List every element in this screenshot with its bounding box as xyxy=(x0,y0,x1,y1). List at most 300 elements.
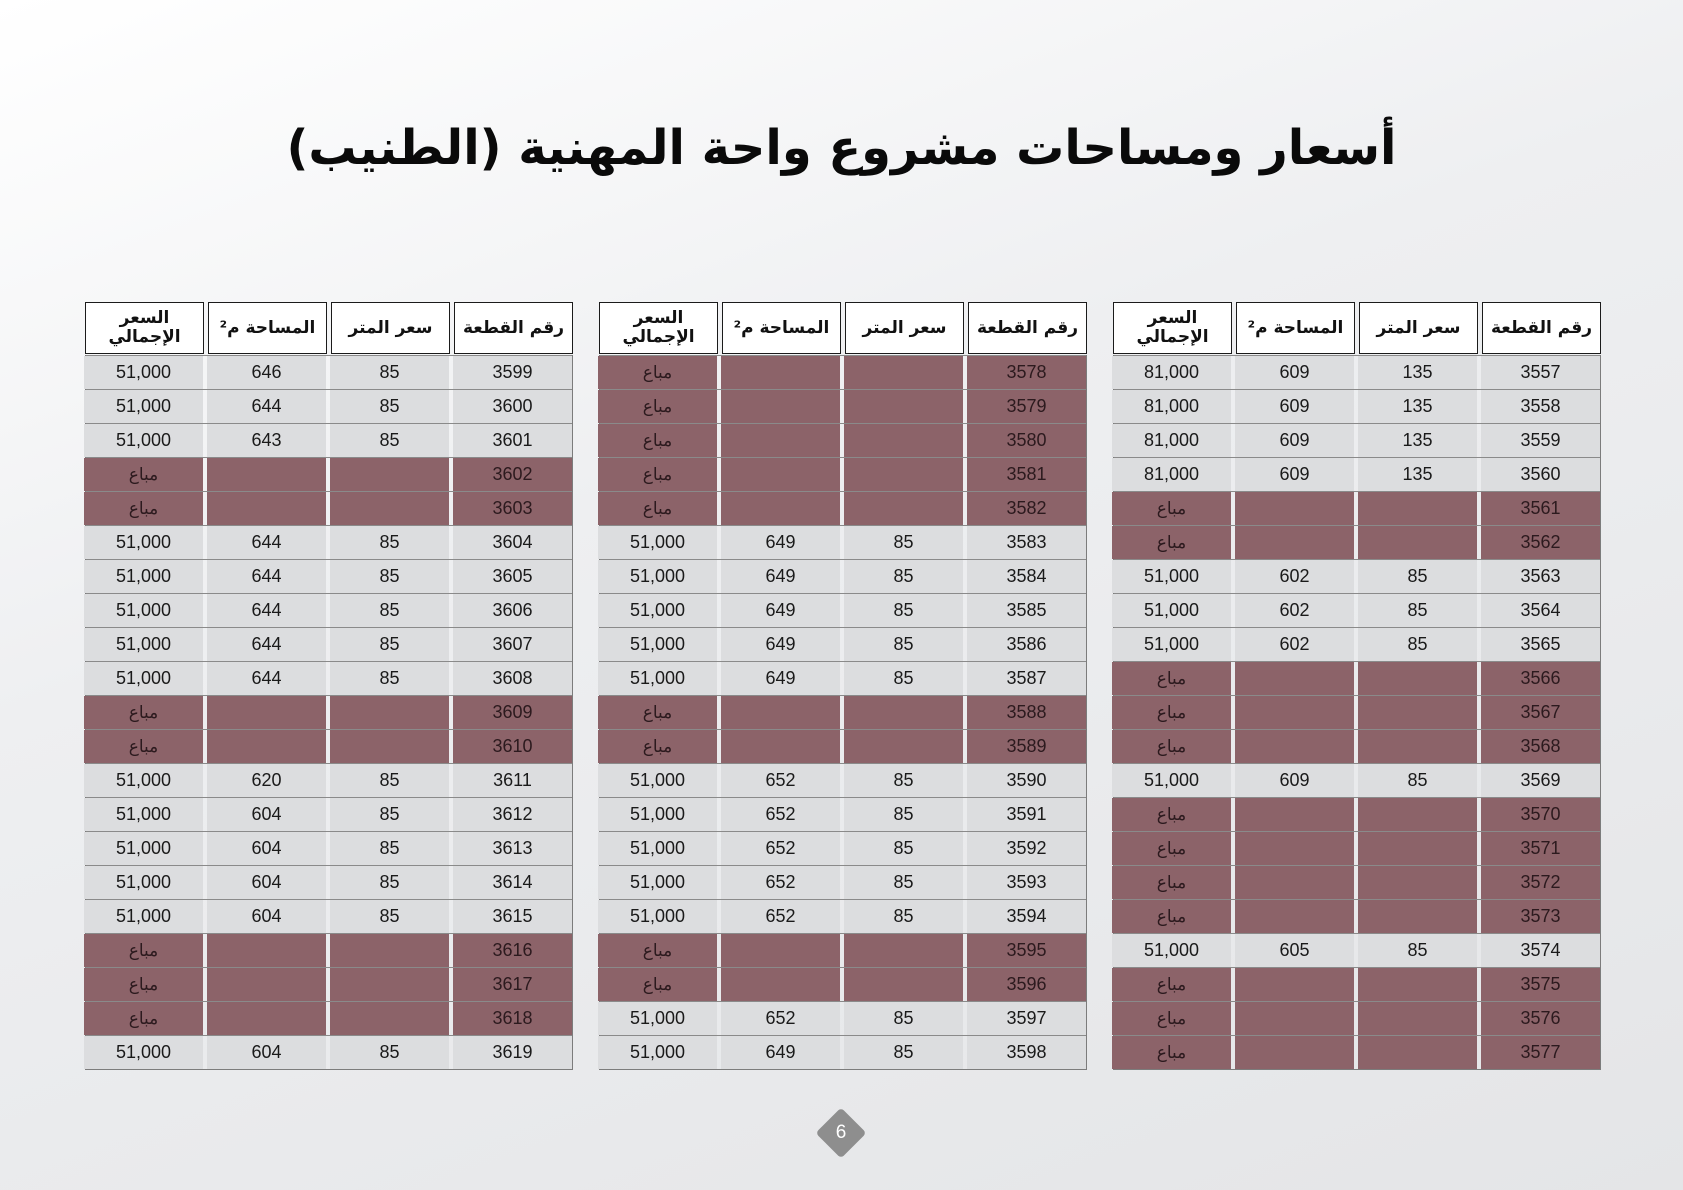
table-row-sold xyxy=(1114,797,1600,831)
cell-meter-price xyxy=(330,492,449,525)
cell-meter-price: 85 xyxy=(330,764,449,797)
table-row-sold xyxy=(1114,729,1600,763)
cell-meter-price: 85 xyxy=(844,526,963,559)
cell-meter-price: 135 xyxy=(1358,424,1477,457)
cell-plot-number: 3582 xyxy=(967,492,1086,525)
table-row xyxy=(86,559,572,593)
table-body xyxy=(85,355,573,1070)
cell-area: 609 xyxy=(1235,356,1354,389)
cell-area: 644 xyxy=(207,628,326,661)
cell-area: 609 xyxy=(1235,458,1354,491)
price-table-left xyxy=(85,302,573,1070)
table-row-sold xyxy=(1114,661,1600,695)
cell-plot-number: 3564 xyxy=(1481,594,1600,627)
table-row xyxy=(86,865,572,899)
table-body xyxy=(1113,355,1601,1070)
table-row xyxy=(86,389,572,423)
table-row-sold xyxy=(600,695,1086,729)
cell-meter-price: 85 xyxy=(330,628,449,661)
cell-area xyxy=(721,390,840,423)
cell-sold-status: مباع xyxy=(84,492,203,525)
cell-meter-price xyxy=(330,1002,449,1035)
cell-area: 644 xyxy=(207,560,326,593)
cell-plot-number: 3562 xyxy=(1481,526,1600,559)
table-row-sold xyxy=(86,933,572,967)
cell-area: 652 xyxy=(721,832,840,865)
table-row xyxy=(1114,933,1600,967)
table-row xyxy=(1114,593,1600,627)
cell-meter-price xyxy=(844,492,963,525)
cell-meter-price: 85 xyxy=(1358,628,1477,661)
cell-sold-status: مباع xyxy=(598,730,717,763)
cell-sold-status: مباع xyxy=(1112,1036,1231,1069)
cell-plot-number: 3586 xyxy=(967,628,1086,661)
cell-total-price: 51,000 xyxy=(84,356,203,389)
header-total-line1: السعر xyxy=(1147,308,1198,329)
cell-plot-number: 3604 xyxy=(453,526,572,559)
cell-total-price: 51,000 xyxy=(598,798,717,831)
cell-total-price: 51,000 xyxy=(598,594,717,627)
table-row xyxy=(86,423,572,457)
table-row-sold xyxy=(600,457,1086,491)
table-row xyxy=(86,831,572,865)
cell-meter-price: 85 xyxy=(844,560,963,593)
cell-area: 604 xyxy=(207,1036,326,1069)
cell-total-price: 51,000 xyxy=(84,900,203,933)
cell-meter-price: 85 xyxy=(330,1036,449,1069)
cell-total-price: 81,000 xyxy=(1112,424,1231,457)
cell-area: 643 xyxy=(207,424,326,457)
cell-plot-number: 3565 xyxy=(1481,628,1600,661)
cell-plot-number: 3602 xyxy=(453,458,572,491)
table-row xyxy=(86,525,572,559)
cell-total-price: 51,000 xyxy=(598,832,717,865)
cell-area xyxy=(207,968,326,1001)
cell-total-price: 51,000 xyxy=(1112,628,1231,661)
cell-meter-price xyxy=(330,458,449,491)
table-row-sold xyxy=(86,1001,572,1035)
cell-area xyxy=(1235,730,1354,763)
cell-total-price: 51,000 xyxy=(1112,764,1231,797)
cell-meter-price xyxy=(330,696,449,729)
cell-plot-number: 3569 xyxy=(1481,764,1600,797)
cell-total-price: 51,000 xyxy=(598,526,717,559)
cell-meter-price: 85 xyxy=(844,798,963,831)
cell-total-price: 51,000 xyxy=(598,662,717,695)
cell-area xyxy=(721,696,840,729)
cell-total-price: 51,000 xyxy=(1112,560,1231,593)
cell-meter-price xyxy=(1358,1002,1477,1035)
cell-plot-number: 3596 xyxy=(967,968,1086,1001)
cell-total-price: 51,000 xyxy=(598,900,717,933)
table-row xyxy=(1114,763,1600,797)
cell-meter-price xyxy=(1358,696,1477,729)
cell-area: 644 xyxy=(207,390,326,423)
cell-plot-number: 3578 xyxy=(967,356,1086,389)
table-row-sold xyxy=(1114,967,1600,1001)
cell-area: 604 xyxy=(207,832,326,865)
cell-area: 604 xyxy=(207,900,326,933)
table-row xyxy=(600,559,1086,593)
cell-area: 644 xyxy=(207,526,326,559)
table-row-sold xyxy=(1114,831,1600,865)
cell-area xyxy=(207,696,326,729)
cell-plot-number: 3610 xyxy=(453,730,572,763)
table-row-sold xyxy=(1114,525,1600,559)
table-row xyxy=(1114,559,1600,593)
header-total-price xyxy=(599,302,718,354)
cell-sold-status: مباع xyxy=(1112,832,1231,865)
cell-plot-number: 3593 xyxy=(967,866,1086,899)
cell-total-price: 51,000 xyxy=(84,560,203,593)
cell-meter-price: 85 xyxy=(844,832,963,865)
cell-plot-number: 3601 xyxy=(453,424,572,457)
cell-meter-price: 85 xyxy=(330,798,449,831)
table-row-sold xyxy=(600,933,1086,967)
cell-meter-price: 85 xyxy=(844,594,963,627)
cell-area xyxy=(1235,1002,1354,1035)
header-meter-price: سعر المتر xyxy=(845,302,964,354)
cell-meter-price xyxy=(844,356,963,389)
cell-meter-price xyxy=(1358,1036,1477,1069)
cell-plot-number: 3595 xyxy=(967,934,1086,967)
cell-plot-number: 3611 xyxy=(453,764,572,797)
cell-meter-price: 85 xyxy=(330,662,449,695)
header-total-line2: الإجمالي xyxy=(108,327,181,347)
cell-total-price: 51,000 xyxy=(598,628,717,661)
header-total-line2: الإجمالي xyxy=(1136,327,1209,347)
table-row xyxy=(600,627,1086,661)
cell-plot-number: 3563 xyxy=(1481,560,1600,593)
cell-area: 602 xyxy=(1235,560,1354,593)
cell-area xyxy=(1235,968,1354,1001)
cell-plot-number: 3575 xyxy=(1481,968,1600,1001)
cell-area: 609 xyxy=(1235,424,1354,457)
table-row xyxy=(86,355,572,389)
cell-meter-price: 85 xyxy=(844,628,963,661)
table-row-sold xyxy=(1114,899,1600,933)
cell-meter-price: 85 xyxy=(330,866,449,899)
cell-sold-status: مباع xyxy=(1112,968,1231,1001)
cell-meter-price: 85 xyxy=(330,390,449,423)
cell-total-price: 51,000 xyxy=(598,764,717,797)
table-row xyxy=(86,1035,572,1069)
cell-total-price: 51,000 xyxy=(598,1036,717,1069)
header-meter-price: سعر المتر xyxy=(331,302,450,354)
cell-plot-number: 3598 xyxy=(967,1036,1086,1069)
cell-area xyxy=(1235,1036,1354,1069)
table-row xyxy=(600,865,1086,899)
cell-area: 620 xyxy=(207,764,326,797)
cell-sold-status: مباع xyxy=(1112,492,1231,525)
cell-meter-price: 85 xyxy=(330,526,449,559)
cell-plot-number: 3590 xyxy=(967,764,1086,797)
cell-sold-status: مباع xyxy=(1112,526,1231,559)
cell-total-price: 51,000 xyxy=(84,424,203,457)
cell-meter-price xyxy=(844,424,963,457)
cell-area: 649 xyxy=(721,526,840,559)
cell-meter-price xyxy=(330,730,449,763)
cell-plot-number: 3605 xyxy=(453,560,572,593)
cell-area: 652 xyxy=(721,798,840,831)
cell-meter-price xyxy=(1358,968,1477,1001)
cell-meter-price: 85 xyxy=(844,662,963,695)
header-total-price xyxy=(85,302,204,354)
cell-area: 602 xyxy=(1235,628,1354,661)
cell-meter-price: 85 xyxy=(330,832,449,865)
cell-meter-price xyxy=(1358,662,1477,695)
table-body xyxy=(599,355,1087,1070)
cell-sold-status: مباع xyxy=(84,458,203,491)
cell-area: 652 xyxy=(721,1002,840,1035)
cell-area: 602 xyxy=(1235,594,1354,627)
cell-total-price: 51,000 xyxy=(84,798,203,831)
price-table-middle xyxy=(599,302,1087,1070)
header-total-line2: الإجمالي xyxy=(622,327,695,347)
cell-sold-status: مباع xyxy=(598,696,717,729)
cell-meter-price: 135 xyxy=(1358,356,1477,389)
cell-plot-number: 3597 xyxy=(967,1002,1086,1035)
table-row xyxy=(1114,423,1600,457)
cell-meter-price xyxy=(844,458,963,491)
header-plot-number: رقم القطعة xyxy=(968,302,1087,354)
cell-plot-number: 3592 xyxy=(967,832,1086,865)
cell-plot-number: 3558 xyxy=(1481,390,1600,423)
cell-meter-price: 85 xyxy=(330,900,449,933)
cell-area: 605 xyxy=(1235,934,1354,967)
cell-sold-status: مباع xyxy=(1112,900,1231,933)
cell-area: 644 xyxy=(207,594,326,627)
cell-plot-number: 3568 xyxy=(1481,730,1600,763)
cell-total-price: 51,000 xyxy=(598,866,717,899)
cell-area: 652 xyxy=(721,866,840,899)
cell-sold-status: مباع xyxy=(1112,798,1231,831)
cell-area xyxy=(207,934,326,967)
cell-area: 649 xyxy=(721,594,840,627)
table-row xyxy=(86,661,572,695)
cell-meter-price xyxy=(1358,900,1477,933)
cell-plot-number: 3570 xyxy=(1481,798,1600,831)
cell-plot-number: 3589 xyxy=(967,730,1086,763)
table-row-sold xyxy=(600,967,1086,1001)
cell-area xyxy=(1235,866,1354,899)
table-row-sold xyxy=(1114,695,1600,729)
cell-total-price: 81,000 xyxy=(1112,458,1231,491)
cell-sold-status: مباع xyxy=(84,968,203,1001)
table-header xyxy=(1113,302,1601,354)
cell-area xyxy=(1235,526,1354,559)
table-row xyxy=(1114,355,1600,389)
cell-meter-price: 85 xyxy=(844,900,963,933)
cell-total-price: 51,000 xyxy=(84,390,203,423)
table-row-sold xyxy=(600,423,1086,457)
cell-meter-price xyxy=(330,968,449,1001)
cell-meter-price: 85 xyxy=(1358,594,1477,627)
table-row-sold xyxy=(86,967,572,1001)
cell-area xyxy=(721,492,840,525)
cell-sold-status: مباع xyxy=(1112,1002,1231,1035)
cell-plot-number: 3594 xyxy=(967,900,1086,933)
header-total-line1: السعر xyxy=(119,308,170,329)
cell-area: 644 xyxy=(207,662,326,695)
cell-area xyxy=(207,730,326,763)
cell-plot-number: 3576 xyxy=(1481,1002,1600,1035)
cell-area: 646 xyxy=(207,356,326,389)
table-row xyxy=(600,661,1086,695)
cell-plot-number: 3560 xyxy=(1481,458,1600,491)
table-row-sold xyxy=(1114,1035,1600,1069)
cell-total-price: 81,000 xyxy=(1112,390,1231,423)
cell-meter-price: 85 xyxy=(330,424,449,457)
table-row xyxy=(86,797,572,831)
table-row xyxy=(600,593,1086,627)
cell-meter-price: 85 xyxy=(330,594,449,627)
header-total-line1: السعر xyxy=(633,308,684,329)
cell-total-price: 51,000 xyxy=(84,1036,203,1069)
cell-meter-price xyxy=(1358,526,1477,559)
cell-total-price: 51,000 xyxy=(1112,594,1231,627)
cell-area xyxy=(1235,492,1354,525)
cell-sold-status: مباع xyxy=(598,934,717,967)
cell-plot-number: 3600 xyxy=(453,390,572,423)
table-row xyxy=(600,797,1086,831)
header-meter-price: سعر المتر xyxy=(1359,302,1478,354)
table-row xyxy=(600,899,1086,933)
cell-area xyxy=(1235,832,1354,865)
header-area: المساحة م² xyxy=(208,302,327,354)
cell-plot-number: 3616 xyxy=(453,934,572,967)
header-area: المساحة م² xyxy=(722,302,841,354)
cell-plot-number: 3571 xyxy=(1481,832,1600,865)
cell-sold-status: مباع xyxy=(598,492,717,525)
table-row-sold xyxy=(1114,1001,1600,1035)
cell-plot-number: 3588 xyxy=(967,696,1086,729)
cell-plot-number: 3614 xyxy=(453,866,572,899)
cell-plot-number: 3573 xyxy=(1481,900,1600,933)
table-row-sold xyxy=(86,457,572,491)
cell-plot-number: 3618 xyxy=(453,1002,572,1035)
cell-area: 652 xyxy=(721,900,840,933)
cell-plot-number: 3619 xyxy=(453,1036,572,1069)
cell-meter-price xyxy=(844,934,963,967)
table-row xyxy=(600,831,1086,865)
cell-plot-number: 3599 xyxy=(453,356,572,389)
table-row xyxy=(1114,627,1600,661)
cell-meter-price: 85 xyxy=(844,1002,963,1035)
cell-meter-price xyxy=(844,730,963,763)
cell-sold-status: مباع xyxy=(598,390,717,423)
cell-meter-price xyxy=(1358,730,1477,763)
cell-plot-number: 3608 xyxy=(453,662,572,695)
table-row xyxy=(600,525,1086,559)
cell-plot-number: 3580 xyxy=(967,424,1086,457)
cell-meter-price xyxy=(1358,866,1477,899)
table-row xyxy=(86,763,572,797)
table-row xyxy=(1114,457,1600,491)
cell-plot-number: 3609 xyxy=(453,696,572,729)
cell-area: 649 xyxy=(721,560,840,593)
cell-sold-status: مباع xyxy=(84,1002,203,1035)
cell-total-price: 51,000 xyxy=(598,560,717,593)
page-number: 6 xyxy=(835,1122,847,1143)
cell-total-price: 51,000 xyxy=(84,526,203,559)
cell-meter-price: 85 xyxy=(844,764,963,797)
table-row-sold xyxy=(1114,865,1600,899)
cell-plot-number: 3559 xyxy=(1481,424,1600,457)
cell-area xyxy=(721,730,840,763)
cell-total-price: 51,000 xyxy=(84,832,203,865)
cell-plot-number: 3615 xyxy=(453,900,572,933)
cell-meter-price xyxy=(330,934,449,967)
header-plot-number: رقم القطعة xyxy=(454,302,573,354)
cell-meter-price xyxy=(844,390,963,423)
cell-total-price: 51,000 xyxy=(84,764,203,797)
cell-area xyxy=(721,356,840,389)
cell-sold-status: مباع xyxy=(84,730,203,763)
cell-total-price: 51,000 xyxy=(84,662,203,695)
cell-sold-status: مباع xyxy=(1112,696,1231,729)
cell-plot-number: 3557 xyxy=(1481,356,1600,389)
table-row-sold xyxy=(600,729,1086,763)
cell-area xyxy=(721,934,840,967)
table-row-sold xyxy=(1114,491,1600,525)
header-plot-number: رقم القطعة xyxy=(1482,302,1601,354)
cell-meter-price xyxy=(844,968,963,1001)
cell-meter-price: 85 xyxy=(330,356,449,389)
cell-area xyxy=(207,1002,326,1035)
cell-sold-status: مباع xyxy=(84,696,203,729)
cell-area xyxy=(721,968,840,1001)
cell-total-price: 51,000 xyxy=(84,866,203,899)
cell-area xyxy=(207,492,326,525)
cell-plot-number: 3613 xyxy=(453,832,572,865)
cell-area xyxy=(1235,900,1354,933)
cell-area xyxy=(207,458,326,491)
cell-plot-number: 3584 xyxy=(967,560,1086,593)
table-row xyxy=(86,899,572,933)
cell-area: 604 xyxy=(207,798,326,831)
cell-meter-price: 135 xyxy=(1358,458,1477,491)
table-row-sold xyxy=(86,729,572,763)
cell-meter-price: 85 xyxy=(844,866,963,899)
cell-plot-number: 3585 xyxy=(967,594,1086,627)
header-area: المساحة م² xyxy=(1236,302,1355,354)
cell-total-price: 51,000 xyxy=(1112,934,1231,967)
cell-meter-price: 85 xyxy=(1358,934,1477,967)
cell-area: 609 xyxy=(1235,390,1354,423)
table-row xyxy=(86,627,572,661)
cell-plot-number: 3566 xyxy=(1481,662,1600,695)
cell-plot-number: 3591 xyxy=(967,798,1086,831)
table-header xyxy=(599,302,1087,354)
cell-area: 609 xyxy=(1235,764,1354,797)
table-row-sold xyxy=(600,389,1086,423)
table-header xyxy=(85,302,573,354)
cell-total-price: 51,000 xyxy=(84,628,203,661)
cell-sold-status: مباع xyxy=(598,424,717,457)
table-row-sold xyxy=(86,491,572,525)
cell-meter-price: 135 xyxy=(1358,390,1477,423)
table-row-sold xyxy=(600,355,1086,389)
cell-meter-price: 85 xyxy=(844,1036,963,1069)
table-row xyxy=(86,593,572,627)
cell-plot-number: 3607 xyxy=(453,628,572,661)
header-total-price xyxy=(1113,302,1232,354)
table-row xyxy=(1114,389,1600,423)
cell-plot-number: 3603 xyxy=(453,492,572,525)
cell-area: 649 xyxy=(721,628,840,661)
table-row xyxy=(600,1001,1086,1035)
